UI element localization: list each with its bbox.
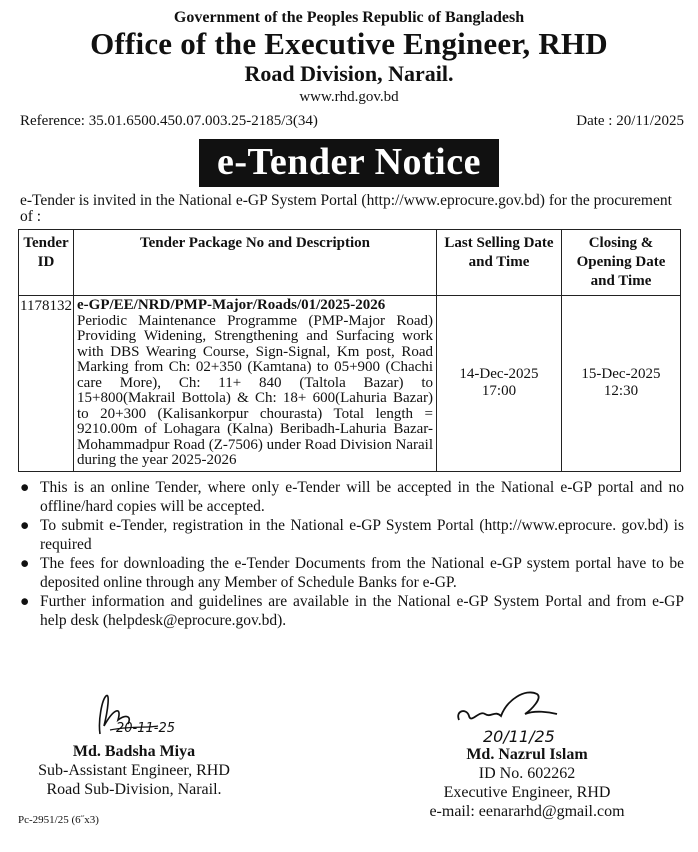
footer-code: Pc-2951/25 (6˝x3) xyxy=(18,814,99,826)
table-row xyxy=(19,296,681,472)
right-signatory-email[interactable]: e-mail: eenararhd@gmail.com xyxy=(429,803,625,820)
office-title: Office of the Executive Engineer, RHD xyxy=(90,26,608,61)
header-package: Tender Package No and Description xyxy=(74,230,437,296)
bullet-icon: ● xyxy=(20,554,30,572)
division-title: Road Division, Narail. xyxy=(244,61,454,86)
tender-id-cell: 1178132 xyxy=(19,296,74,472)
left-signatory-title: Sub-Assistant Engineer, RHD xyxy=(38,762,230,779)
intro-text-end: ) for the procurement of : xyxy=(20,192,672,225)
notice-date: Date : 20/11/2025 xyxy=(576,113,684,129)
right-signatory-name: Md. Nazrul Islam xyxy=(466,746,588,763)
left-signature-date: 20-11-25 xyxy=(116,721,176,736)
closing-date: 15-Dec-2025 xyxy=(581,366,661,383)
tender-table xyxy=(18,229,681,472)
table-header-row xyxy=(19,230,681,296)
list-item: ● Further information and guidelines are available in the National e-GP System Portal and from e-GP help desk (helpdesk@eprocure.gov.bd). xyxy=(20,592,684,629)
header-last-selling: Last Selling Date and Time xyxy=(437,230,562,296)
package-description: Periodic Maintenance Programme (PMP-Major Road) Providing Widening, Strengthening and Surfacing work with DBS Wearing Course, Sign-Signal, Km post, Road Marking from Ch: 02+350 (Kamtana) to 05+900 (Chachi care More), Ch: 11+ 840 (Taltola Bazar) to 15+800(Makrail Bottola) & Ch: 18+ 600(Lahuria Bazar) to 20+300 (Kalisankorpur chourasta) Total length = 9210.00m of Lohagara (Kalna) Beribadh-Lahuria Bazar-Mohammadpur Road (Z-7506) under Road Division Narail during the year 2025-2026 xyxy=(77,312,433,468)
last-selling-date: 14-Dec-2025 xyxy=(459,366,539,383)
header-tender-id: Tender ID xyxy=(19,230,74,296)
list-item: ● To submit e-Tender, registration in the National e-GP System Portal (http://www.eprocure. gov.bd) is required xyxy=(20,516,684,553)
notice-title: e-Tender Notice xyxy=(199,139,499,187)
package-cell xyxy=(74,296,437,472)
reference-line xyxy=(0,112,698,130)
left-signatory xyxy=(0,742,268,799)
left-signatory-office: Road Sub-Division, Narail. xyxy=(46,781,222,798)
header-closing: Closing & Opening Date and Time xyxy=(562,230,681,296)
list-item: ● The fees for downloading the e-Tender Documents from the National e-GP system portal have to be deposited online through any Member of Schedule Banks for e-GP. xyxy=(20,554,684,591)
left-signature xyxy=(88,690,198,742)
right-signatory-id: ID No. 602262 xyxy=(478,765,576,782)
list-item: ● This is an online Tender, where only e-Tender will be accepted in the National e-GP portal and no offline/hard copies will be accepted. xyxy=(20,478,684,515)
bullet-icon: ● xyxy=(20,592,30,610)
bullet-icon: ● xyxy=(20,478,30,496)
closing-cell xyxy=(562,296,681,472)
right-signature xyxy=(445,680,645,750)
right-signatory xyxy=(392,745,662,821)
bullet-icon: ● xyxy=(20,516,30,534)
reference-number: Reference: 35.01.6500.450.07.003.25-2185/3(34) xyxy=(20,113,318,129)
intro-paragraph xyxy=(0,193,698,225)
closing-time: 12:30 xyxy=(603,383,639,400)
eprocure-link[interactable]: http://www.eprocure.gov.bd xyxy=(366,192,540,209)
website-link[interactable]: www.rhd.gov.bd xyxy=(299,89,399,105)
notes-list xyxy=(0,478,698,630)
right-signature-date: 20/11/25 xyxy=(483,727,555,746)
left-signatory-name: Md. Badsha Miya xyxy=(72,743,196,760)
right-signatory-title: Executive Engineer, RHD xyxy=(443,784,611,801)
package-number: e-GP/EE/NRD/PMP-Major/Roads/01/2025-2026 xyxy=(77,297,386,313)
intro-text: e-Tender is invited in the National e-GP System Portal ( xyxy=(20,192,367,209)
government-line: Government of the Peoples Republic of Bangladesh xyxy=(173,9,525,26)
last-selling-cell xyxy=(437,296,562,472)
letterhead xyxy=(0,0,698,107)
last-selling-time: 17:00 xyxy=(481,383,517,400)
